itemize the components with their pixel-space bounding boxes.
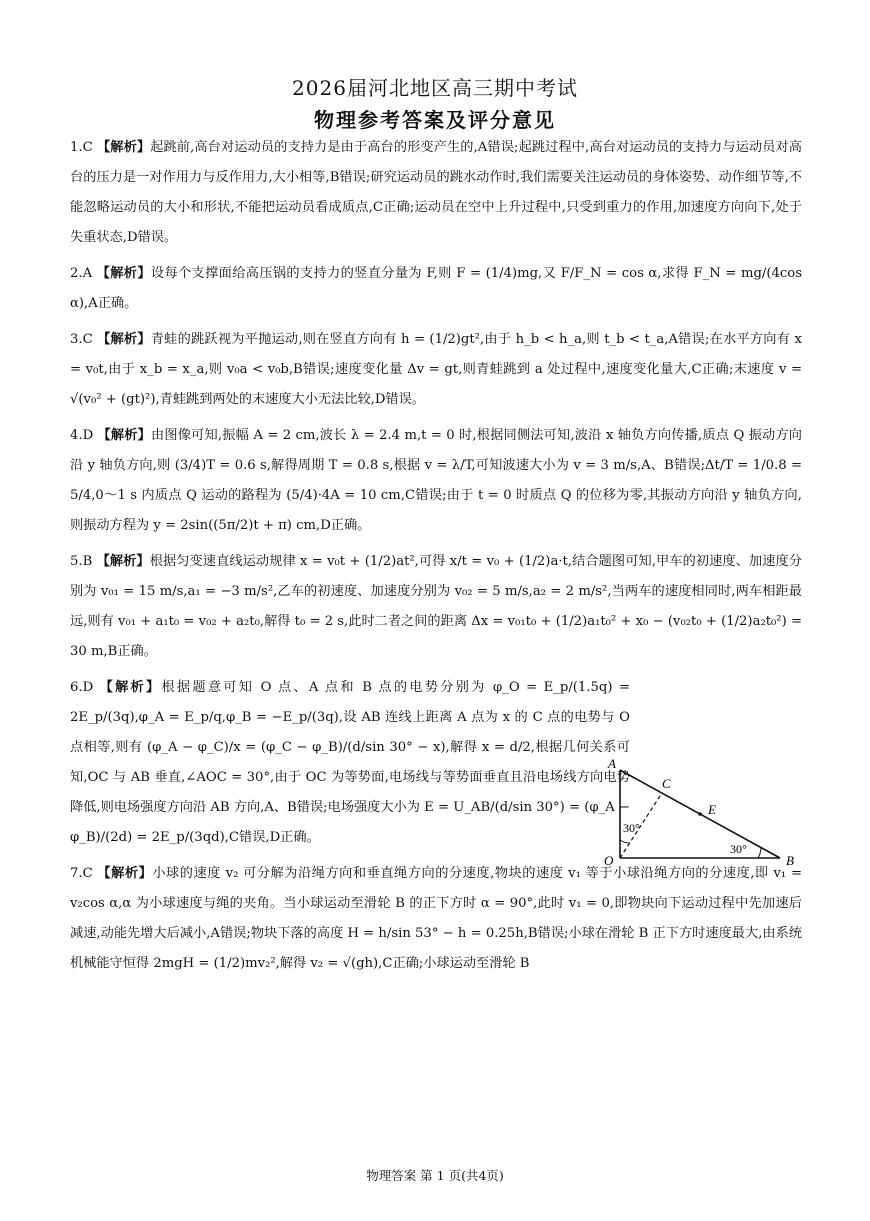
answer-number: 2.A [70, 266, 93, 281]
answer-text: 小球的速度 v₂ 可分解为沿绳方向和垂直绳方向的分速度,物块的速度 v₁ 等于小球沿绳方向的分速度,即 v₁ = v₂cos α,α 为小球速度与绳的夹角。当小球运动至滑轮 B 的正下方时 α = 90°,此时 v₁ = 0,即物块向下运动过程中先加速后减速,动能先增大后减小,A错误;物块下落的高度 H = h/sin 53° − h = 0.25h,B错误;小球在滑轮 B 正下方时速度最大,由系统机械能守恒得 2mgH = (1/2)mv₂²,解得 v₂ = √(gh),C正确;小球运动至滑轮 B [70, 866, 802, 971]
label-angle-o: 30° [623, 821, 640, 835]
answer-text: 设每个支撑面给高压锅的支持力的竖直分量为 F,则 F = (1/4)mg,又 F/F_N = cos α,求得 F_N = mg/(4cos α),A正确。 [70, 266, 802, 311]
analysis-tag: 【解析】 [97, 866, 153, 881]
analysis-tag: 【解析】 [99, 680, 162, 695]
point-e [698, 812, 702, 816]
analysis-tag: 【解析】 [96, 554, 150, 569]
answer-number: 4.D [70, 428, 94, 443]
answer-text: 青蛙的跳跃视为平抛运动,则在竖直方向有 h = (1/2)gt²,由于 h_b < h_a,则 t_b < t_a,A错误;在水平方向有 x = v₀t,由于 x_b = x_a,则 v₀a < v₀b,B错误;速度变化量 Δv = gt,则青蛙跳到 a 处过程中,速度变化量大,C正确;末速度 v = √(v₀² + (gt)²),青蛙跳到两处的末速度大小无法比较,D错误。 [70, 332, 802, 407]
answer-number: 3.C [70, 332, 93, 347]
page-footer: 物理答案 第 1 页(共4页) [366, 1168, 504, 1183]
analysis-tag: 【解析】 [97, 428, 152, 443]
angle-arc-b [758, 847, 761, 858]
answer-item [70, 859, 802, 979]
answer-text: 起跳前,高台对运动员的支持力是由于高台的形变产生的,A错误;起跳过程中,高台对运动员的支持力与运动员对高台的压力是一对作用力与反作用力,大小相等,B错误;研究运动员的跳水动作时,我们需要关注运动员的身体姿势、动作细节等,不能忽略运动员的大小和形状,不能把运动员看成质点,C正确;运动员在空中上升过程中,只受到重力的作用,加速度方向向下,处于失重状态,D错误。 [70, 140, 802, 245]
angle-arc-o [620, 840, 630, 843]
label-o: O [604, 853, 614, 868]
answer-number: 6.D [70, 680, 94, 695]
answer-subtitle: 物理参考答案及评分意见 [314, 108, 556, 132]
answer-item [70, 259, 802, 319]
answer-item [70, 673, 630, 853]
answer-item [70, 133, 802, 253]
triangle-figure [590, 752, 810, 872]
analysis-tag: 【解析】 [97, 140, 151, 155]
answer-item [70, 547, 802, 667]
answer-text: 根据匀变速直线运动规律 x = v₀t + (1/2)at²,可得 x/t = v₀ + (1/2)a·t,结合题图可知,甲车的初速度、加速度分别为 v₀₁ = 15 m/s,a₁ = −3 m/s²,乙车的初速度、加速度分别为 v₀₂ = 5 m/s,a₂ = 2 m/s²,当两车的速度相同时,两车相距最远,则有 v₀₁ + a₁t₀ = v₀₂ + a₂t₀,解得 t₀ = 2 s,此时二者之间的距离 Δx = v₀₁t₀ + (1/2)a₁t₀² + x₀ − (v₀₂t₀ + (1/2)a₂t₀²) = 30 m,B正确。 [70, 554, 802, 659]
answer-item [70, 325, 802, 415]
analysis-tag: 【解析】 [97, 332, 151, 347]
label-a: A [608, 756, 616, 771]
label-b: B [786, 853, 794, 868]
label-angle-b: 30° [730, 842, 747, 856]
answer-number: 5.B [70, 554, 93, 569]
answer-item [70, 421, 802, 541]
answer-text: 由图像可知,振幅 A = 2 cm,波长 λ = 2.4 m,t = 0 时,根据同侧法可知,波沿 x 轴负方向传播,质点 Q 振动方向沿 y 轴负方向,则 (3/4)T = 0.6 s,解得周期 T = 0.8 s,根据 v = λ/T,可知波速大小为 v = 3 m/s,A、B错误;Δt/T = 1/0.8 = 5/4,0～1 s 内质点 Q 运动的路程为 (5/4)·4A = 10 cm,C错误;由于 t = 0 时质点 Q 的位移为零,其振动方向沿 y 轴负方向,则振动方程为 y = 2sin((5π/2)t + π) cm,D正确。 [70, 428, 802, 533]
answer-number: 7.C [70, 866, 93, 881]
answer-number: 1.C [70, 140, 93, 155]
analysis-tag: 【解析】 [96, 266, 151, 281]
label-c: C [662, 776, 671, 791]
answer-text: 根据题意可知 O 点、A 点和 B 点的电势分别为 φ_O = E_p/(1.5q) = 2E_p/(3q),φ_A = E_p/q,φ_B = −E_p/(3q),设 AB 连线上距离 A 点为 x 的 C 点的电势与 O 点相等,则有 (φ_A − φ_C)/x = (φ_C − φ_B)/(d/sin 30° − x),解得 x = d/2,根据几何关系可知,OC 与 AB 垂直,∠AOC = 30°,由于 OC 为等势面,电场线与等势面垂直且沿电场线方向电势降低,则电场强度方向沿 AB 方向,A、B错误;电场强度大小为 E = U_AB/(d/sin 30°) = (φ_A − φ_B)/(2d) = 2E_p/(3qd),C错误,D正确。 [70, 680, 630, 845]
label-e: E [708, 802, 716, 817]
exam-title: 2026届河北地区高三期中考试 [292, 76, 578, 100]
